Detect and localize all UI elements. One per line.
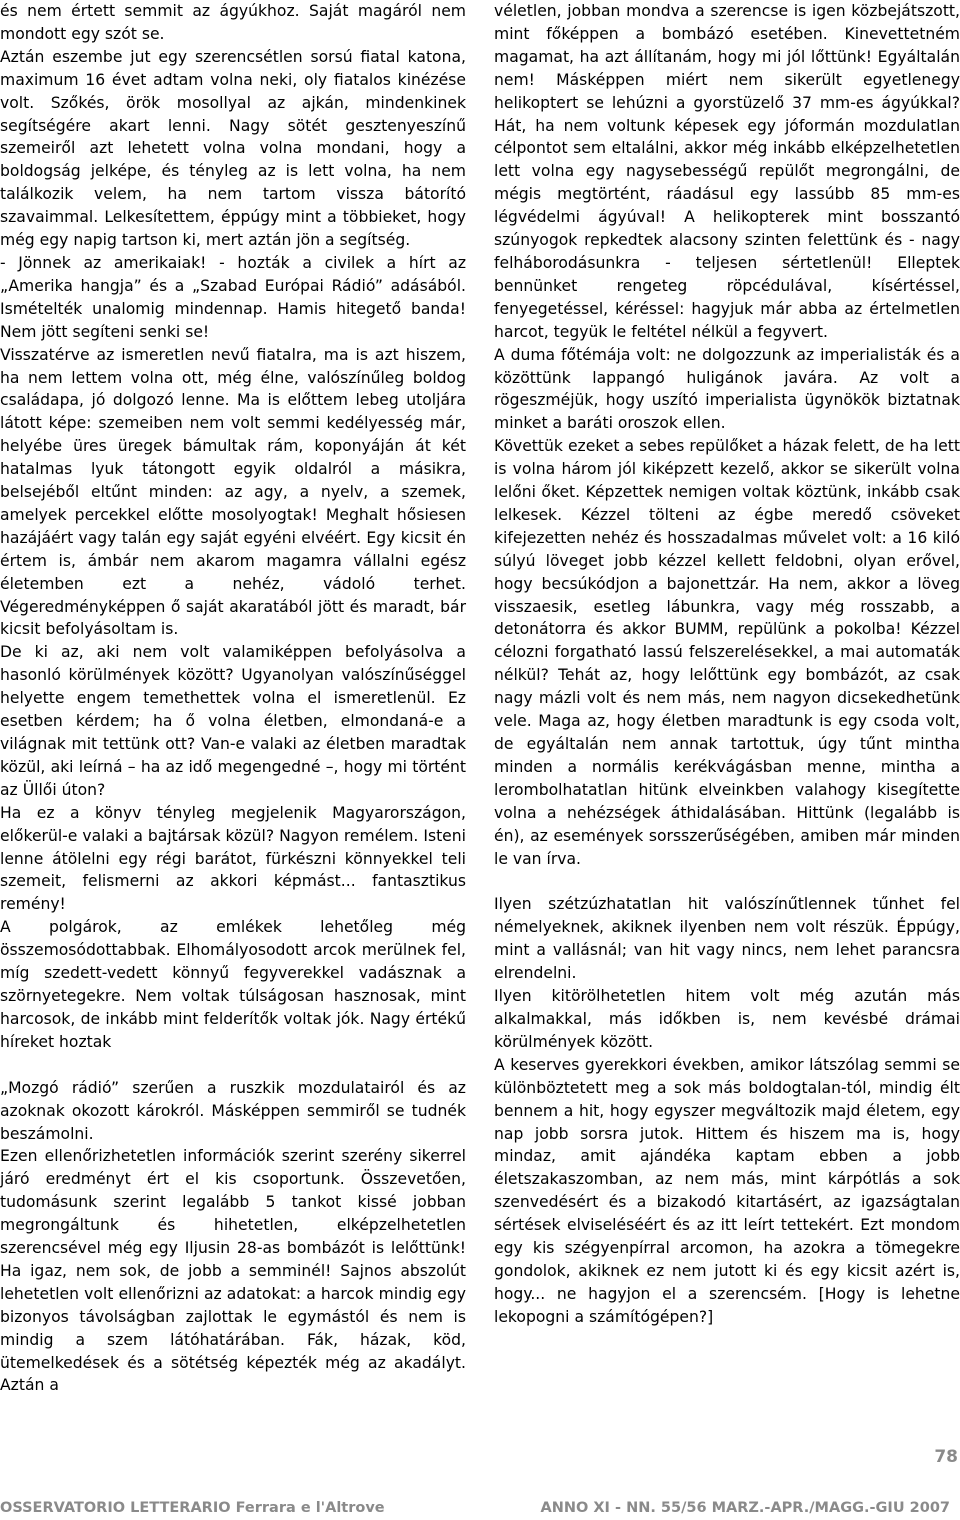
paragraph: és nem értett semmit az ágyúkhoz. Saját magáról nem mondott egy szót se. [0,2,466,43]
page-footer [0,1500,960,1520]
footer-publication: OSSERVATORIO LETTERARIO Ferrara e l'Altrove [0,1500,385,1516]
paragraph: Visszatérve az ismeretlen nevű fiatalra, ma is azt hiszem, ha nem lettem volna ott, még élne, valószínűleg boldog családapa, jó dolgozó lenne. Ma is előttem lebeg utoljára látott képe: szemeiben nem volt semmi kedélyesség már, helyébe üres üregek bámultak rám, koponyáján át két hatalmas lyuk tátongott egyik oldalról a másikra, belsejéből eltűnt minden: az agy, a nyelv, a szemek, amelyek percekkel előtte mosolyogtak! Meghalt hősiesen hazájáért vagy talán egy saját egyéni elvéért. Egy kicsit én értem is, ámbár nem akarom magamra vállalni egész életemben ezt a nehéz, vádoló terhet. Végeredményképpen ő saját akaratából jött és maradt, bár kicsit befolyásoltam is. [0,345,466,639]
right-column [494,0,960,1329]
paragraph: - Jönnek az amerikaiak! - hozták a civilek a hírt az „Amerika hangja” és a „Szabad Európai Rádió” adásából. Ismételték unalomig mindennap. Hamis hitegető banda! Nem jött segíteni senki se! [0,253,466,341]
footer-issue: ANNO XI - NN. 55/56 MARZ.-APR./MAGG.-GIU 2007 [540,1500,950,1516]
paragraph-gap [0,1054,466,1077]
paragraph: A duma főtémája volt: ne dolgozzunk az imperialisták és a közöttünk lappangó huligánok javára. Az volt a rögeszméjük, hogy uszító imperialista ügynökök biztatnak minket a baráti oroszok ellen. [494,345,960,433]
page-number: 78 [934,1447,958,1467]
paragraph: Aztán eszembe jut egy szerencsétlen sorsú fiatal katona, maximum 16 évet adtam volna neki, oly fiatalos kinézése volt. Szőkés, örök mosollyal az ajkán, mindenkinek segítségére akart lenni. Nagy sötét gesztenyeszínű szemeiről azt lehetett volna volna mondani, hogy a boldogság jelképe, és tényleg az is lett volna, ha nem találkozik velem, ha nem tartom vissza bátorító szavaimmal. Lelkesítettem, éppúgy mint a többieket, hogy még egy napig tartson ki, mert aztán jön a segítség. [0,47,466,250]
paragraph: „Mozgó rádió” szerűen a ruszkik mozdulatairól és az azoknak okozott károkról. Másképpen semmiről se tudnék beszámolni. [0,1078,466,1143]
paragraph: Követtük ezeket a sebes repülőket a házak felett, de ha lett is volna három jól kiképzett kezelő, akkor se sikerült volna lelőni őket. Képzettek nemigen voltak köztünk, inkább csak lelkesek. Kézzel tölteni az égbe meredő csöveket kifejezetten nehéz és hosszadalmas művelet volt: a 16 kiló súlyú löveget jobb kézzel kellett feldobni, olyan erővel, hogy becsúkódjon a bajonettzár. Ha nem, akkor a löveg visszaesik, esetleg lábunkra, vagy még rosszabb, a detonátorra és akkor BUMM, repülünk a pokolba! Kézzel célozni forgatható lassú felszerelésekkel, a mai automaták nélkül? Tehát az, hogy lelőttünk egy bombázót, az csak nagy mázli volt és nem más, nem nagyon dicsekedhetünk vele. Maga az, hogy életben maradtunk is egy csoda volt, de egyáltalán nem annak tartottuk, úgy tűnt mintha minden a normális kerékvágásban menne, mintha a lerombolhatatlan hitünk elveinkben valahogy kisegítette volna a nehézségek áthidalásában. Hittünk (legalább is én), az események sorsszerűségében, amiben már minden le van írva. [494,437,960,868]
paragraph: Ezen ellenőrizhetetlen információk szerint szerény sikerrel járó eredményt ért el kis csoportunk. Összevetően, tudomásunk szerint legalább 5 tankot kissé jobban megrongáltunk és hihetetlen, elképzelhetetlen szerencsével még egy Iljusin 28-as bombázót is lelőttünk! Ha igaz, nem sok, de jobb a semminél! Sajnos abszolút lehetetlen volt ellenőrizni az adatokat: a harcok mindig egy bizonyos távolságban zajlottak le egymástól és nem is mindig a szem látóhatárában. Fák, házak, köd, ütemelkedések és a sötétség képezték még az akadályt. Aztán a [0,1147,466,1395]
paragraph: A keserves gyerekkori években, amikor látszólag semmi se különböztetett meg a sok más boldogtalan-tól, mindig élt bennem a hit, hogy egyszer megváltozik majd életem, egy nap jobb sorsra jutok. Hittem és hiszem ma is, hogy mindaz, amit ajándéka kaptam ebben a jobb életszakaszomban, az nem más, mint kárpótlás a sok szenvedésért és a bizakodó kitartásért, az igazságtalan sértések elviseléséért és az itt leírt tettekért. Ezt mondom egy kis szégyenpírral arcomon, ha azokra a tömegekre gondolok, akiknek ez nem jutott ki és egy kicsit azért is, hogy... ne hagyjon el a szerencsém. [Hogy is lehetne lekopogni a számítógépen?] [494,1055,960,1326]
paragraph: A polgárok, az emlékek lehetőleg még összemosódottabbak. Elhomályosodott arcok merülnek fel, míg szedett-vedett könnyű fegyverekkel vadásznak a szörnyetegekre. Nem voltak túlságosan hasznosak, mint harcosok, de inkább mint felderítők voltak jók. Nagy értékű híreket hoztak [0,918,466,1051]
paragraph-gap [494,870,960,893]
paragraph: Ilyen szétzúzhatatlan hit valószínűtlennek tűnhet fel némelyeknek, akiknek ilyenben nem volt részük. Éppúgy, mint a vallásnál; van hit vagy nincs, nem lehet parancsra elrendelni. [494,895,960,983]
paragraph: De ki az, aki nem volt valamiképpen befolyásolva a hasonló körülmények között? Ugyanolyan valószínűséggel helyette engem temethettek volna el ismeretlenül. Ez esetben kérdem; ha ő volna életben, elmondaná-e a világnak mit tettünk ott? Van-e valaki az életben maradtak közül, aki leírná – ha az idő megengedné –, hogy mi történt az Üllői úton? [0,643,466,799]
paragraph: Ilyen kitörölhetetlen hitem volt még azután más alkalmakkal, más időkben is, nem kevésbé drámai körülmények között. [494,987,960,1051]
paragraph: Ha ez a könyv tényleg megjelenik Magyarországon, előkerül-e valaki a bajtársak közül? Nagyon remélem. Isteni lenne átölelni egy régi barátot, fürkészni könnyekkel teli szemeit, felismerni az akkori képmást... fantasztikus remény! [0,803,466,914]
left-column [0,0,466,1397]
paragraph: véletlen, jobban mondva a szerencse is igen közbejátszott, mint főképpen a bombázó esetében. Kinevettetném magamat, ha azt állítanám, hogy mi jól lőttünk! Egyáltalán nem! Másképpen miért nem sikerült egyetlenegy helikoptert se lehúzni a gyorstüzelő 37 mm-es ágyúkkal? Hát, ha nem voltunk képesek egy jóformán mozdulatlan célpontot sem eltalálni, akkor még inkább elképzelhetetlen lett volna egy nagysebességű repülőt megrongálni, de mégis megtörtént, ráadásul egy lassúbb 85 mm-es légvédelmi ágyúval! A helikopterek mint bosszantó szúnyogok repkedtek alacsony szinten felettünk és - nagy felháborodásunkra - teljesen sértetlenül! Elleptek bennünket rengeteg röpcédulával, kísértéssel, fenyegetéssel, kéréssel: hagyjuk már abba az értelmetlen harcot, tegyük le feltétel nélkül a fegyvert. [494,2,960,341]
